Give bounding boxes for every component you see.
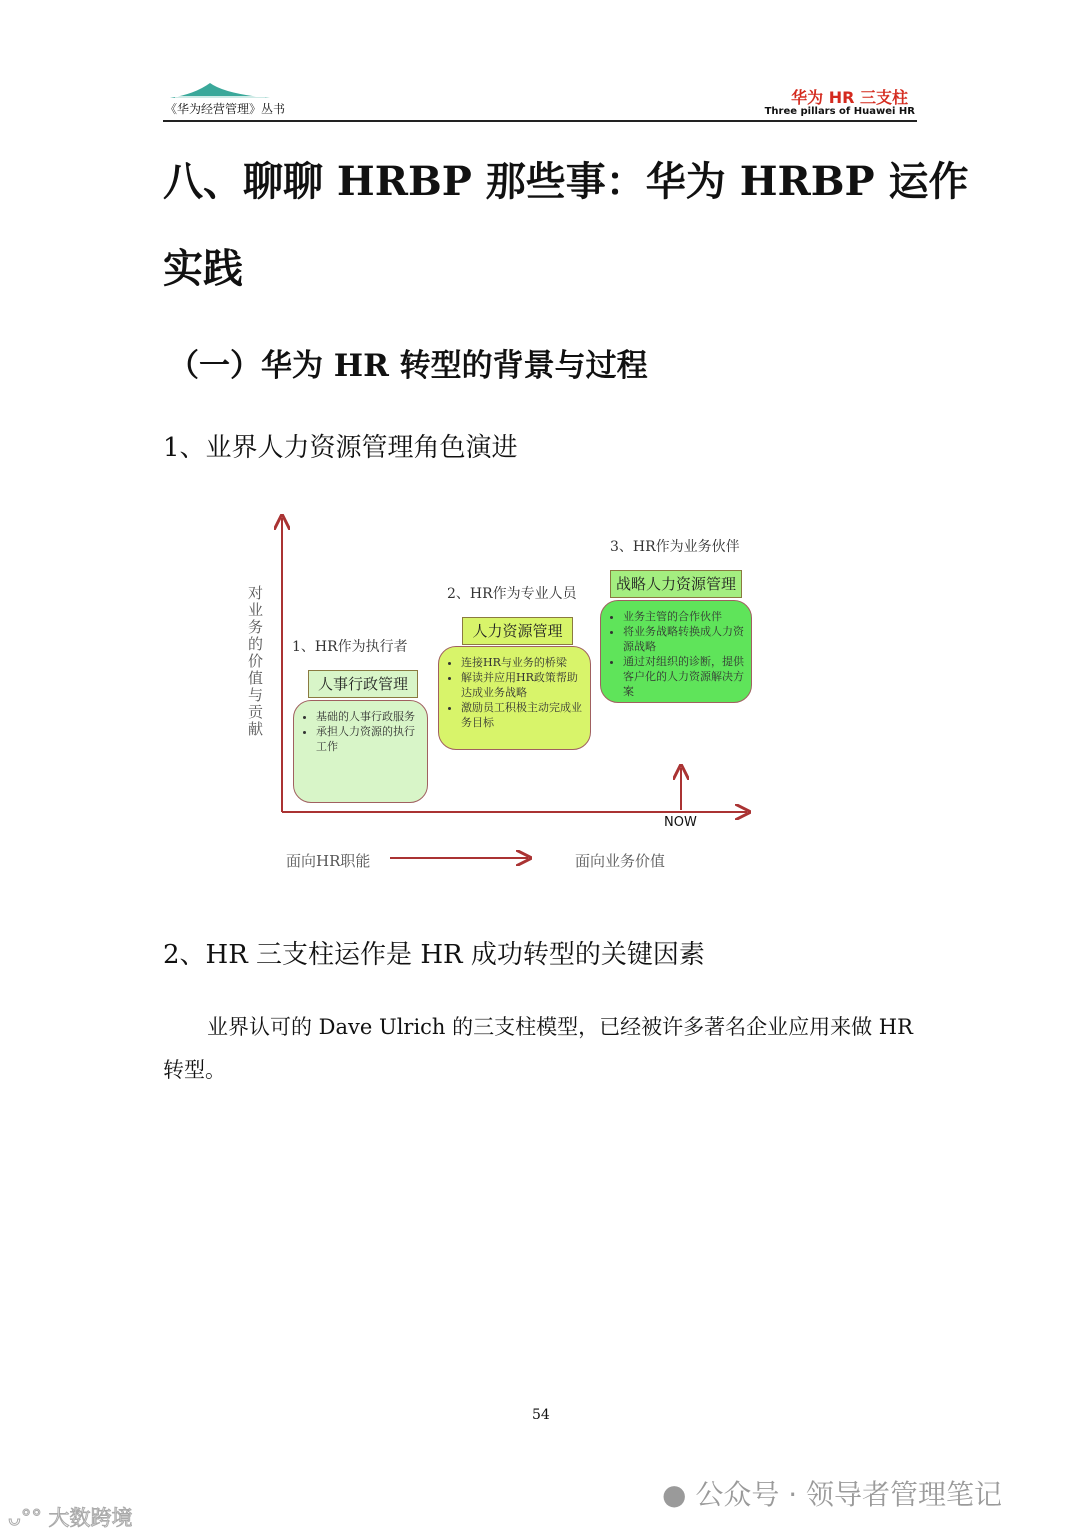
logo-icon: ᴗ°° bbox=[8, 1506, 49, 1530]
stage-label-2: 2、HR作为专业人员 bbox=[447, 586, 577, 602]
watermark-right-text: 公众号 · 领导者管理笔记 bbox=[695, 1478, 1003, 1511]
paragraph-line-2: 转型。 bbox=[163, 1058, 226, 1082]
bullet: • 连接HR与业务的桥梁 bbox=[461, 655, 584, 670]
stage-label-1: 1、HR作为执行者 bbox=[292, 639, 408, 655]
bullet: • 解读并应用HR政策帮助达成业务战略 bbox=[461, 670, 584, 700]
stage-box-3 bbox=[600, 600, 752, 703]
bullet: • 将业务战略转换成人力资源战略 bbox=[623, 624, 745, 654]
wechat-icon: ● bbox=[662, 1478, 687, 1511]
y-axis-label: 对业务的价值与贡献 bbox=[248, 584, 264, 738]
stage-label-3: 3、HR作为业务伙伴 bbox=[610, 539, 740, 555]
subsection-heading-1: 1、业界人力资源管理角色演进 bbox=[163, 433, 518, 463]
bullet: • 基础的人事行政服务 bbox=[316, 709, 421, 724]
watermark-right bbox=[662, 1473, 1002, 1513]
page-number: 54 bbox=[532, 1407, 550, 1423]
stage-title-1: 人事行政管理 bbox=[308, 670, 418, 698]
bullet: • 承担人力资源的执行工作 bbox=[316, 724, 421, 754]
section-heading: （一）华为 HR 转型的背景与过程 bbox=[168, 348, 648, 384]
to-label: 面向业务价值 bbox=[575, 852, 666, 870]
chapter-title: 八、聊聊 HRBP 那些事：华为 HRBP 运作 bbox=[163, 158, 969, 205]
now-label: NOW bbox=[664, 815, 697, 830]
brand-subtitle: Three pillars of Huawei HR bbox=[764, 106, 915, 117]
bullet: • 通过对组织的诊断，提供客户化的人力资源解决方案 bbox=[623, 654, 745, 699]
stage-box-1 bbox=[293, 700, 428, 803]
from-label: 面向HR职能 bbox=[286, 852, 371, 870]
bullet: • 业务主管的合作伙伴 bbox=[623, 609, 745, 624]
stage-title-3: 战略人力资源管理 bbox=[610, 570, 742, 598]
watermark-left-text: 大数跨境 bbox=[48, 1506, 133, 1530]
chapter-title-cont: 实践 bbox=[163, 245, 243, 292]
brand-title: 华为 HR 三支柱 bbox=[791, 88, 908, 107]
series-title: 《华为经营管理》丛书 bbox=[165, 102, 286, 116]
paragraph-line-1: 业界认可的 Dave Ulrich 的三支柱模型，已经被许多著名企业应用来做 HR bbox=[207, 1015, 913, 1039]
stage-box-2 bbox=[438, 646, 591, 750]
stage-title-2: 人力资源管理 bbox=[462, 617, 573, 645]
bullet: • 激励员工积极主动完成业务目标 bbox=[461, 700, 584, 730]
subsection-heading-2: 2、HR 三支柱运作是 HR 成功转型的关键因素 bbox=[163, 940, 705, 970]
watermark-left bbox=[8, 1502, 133, 1532]
